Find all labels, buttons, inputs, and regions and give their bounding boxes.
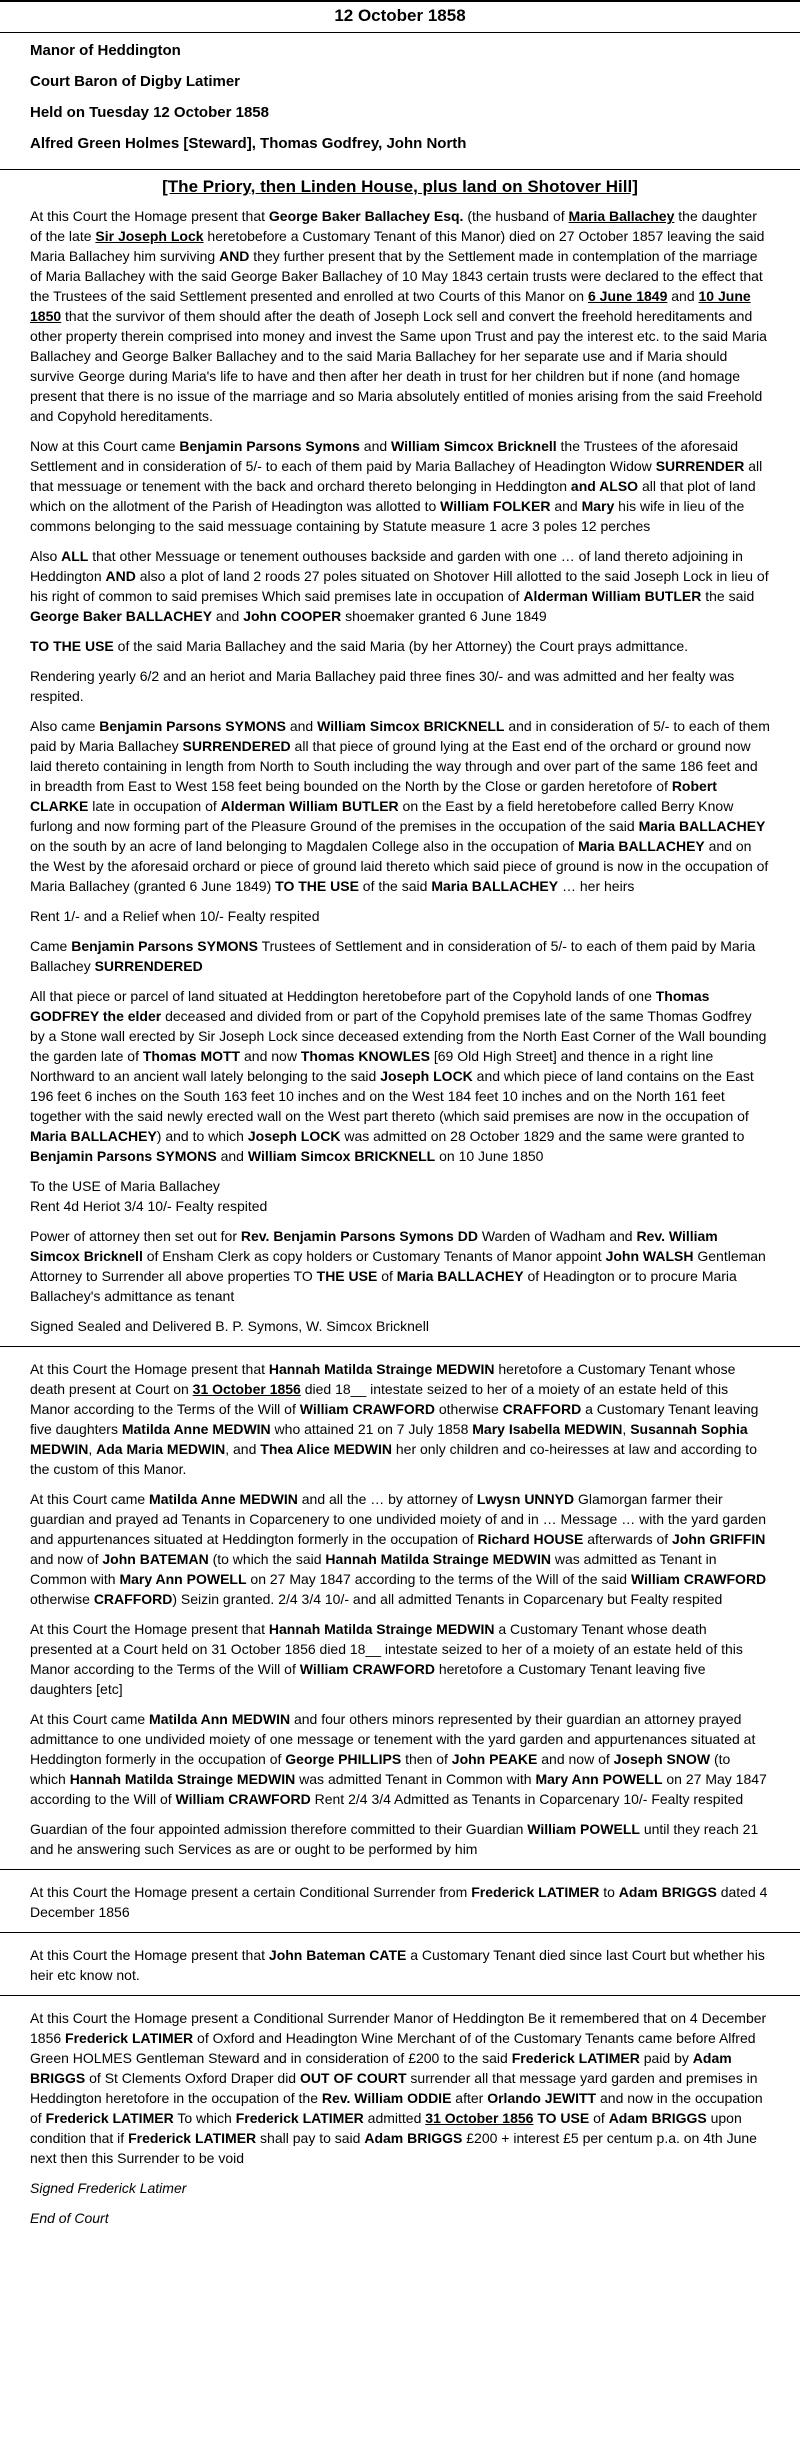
property-title-text: [The Priory, then Linden House, plus land on Shotover Hill] [162,177,638,196]
paragraph: Came Benjamin Parsons SYMONS Trustees of Settlement and in consideration of 5/- to each of them paid by Maria Ballachey SURRENDERED [30,938,756,974]
property-title [0,169,800,198]
paragraph: At this Court the Homage present that Hannah Matilda Strainge MEDWIN heretofore a Customary Tenant whose death present at Court on 31 October 1856 died 18__ intestate seized to her of a moiety of an estate held of this Manor according to the Terms of the Will of William CRAWFORD otherwise CRAFFORD a Customary Tenant leaving five daughters Matilda Anne MEDWIN who attained 21 on 7 July 1858 Mary Isabella MEDWIN, Susannah Sophia MEDWIN, Ada Maria MEDWIN, and Thea Alice MEDWIN her only children and co-heiresses at law and according to the custom of this Manor. [30,1361,759,1477]
paragraph: At this Court came Matilda Anne MEDWIN and all the … by attorney of Lwysn UNNYD Glamorgan farmer their guardian and prayed ad Tenants in Coparcenery to one undivided moiety of and in … Message … with the yard garden and appurtenances situated at Heddington formerly in the occupation of Richard HOUSE afterwards of John GRIFFIN and now of John BATEMAN (to which the said Hannah Matilda Strainge MEDWIN was admitted as Tenant in Common with Mary Ann POWELL on 27 May 1847 according to the terms of the Will of the said William CRAWFORD otherwise CRAFFORD) Seizin granted. 2/4 3/4 10/- and all admitted Tenants in Coparcenary but Fealty respited [30,1491,767,1607]
cate-section [0,1932,800,1985]
manor-name: Manor of Heddington [30,42,181,59]
paragraph: At this Court the Homage present a certain Conditional Surrender from Frederick LATIMER to Adam BRIGGS dated 4 December 1856 [30,1884,768,1920]
paragraph: At this Court the Homage present that Hannah Matilda Strainge MEDWIN a Customary Tenant whose death presented at a Court held on 31 October 1856 died 18__ intestate seized to her of a moiety of an estate held of this Manor according to the Terms of the Will of William CRAWFORD heretofore a Customary Tenant leaving five daughters [etc] [30,1621,743,1697]
paragraph: Also came Benjamin Parsons SYMONS and William Simcox BRICKNELL and in consideration of 5/- to each of them paid by Maria Ballachey SURRENDERED all that piece of ground lying at the East end of the orchard or ground now laid thereto containing in length from North to South including the way through and over part of the same 186 feet and in breadth from East to West 158 feet being bounded on the North by the Close or garden heretofore of Robert CLARKE late in occupation of Alderman William BUTLER on the East by a field heretobefore called Berry Know furlong and now forming part of the Pleasure Ground of the premises in the occupation of the said Maria BALLACHEY on the south by an acre of land belonging to Magdalen College also in the occupation of Maria BALLACHEY and on the West by the aforesaid orchard or piece of ground laid thereto which said piece of ground is now in the occupation of Maria Ballachey (granted 6 June 1849) TO THE USE of the said Maria BALLACHEY … her heirs [30,718,770,894]
page-title: 12 October 1858 [0,0,800,32]
paragraph: TO THE USE of the said Maria Ballachey and the said Maria (by her Attorney) the Court prays admittance. [30,638,689,654]
signature: Signed Frederick Latimer [30,2180,187,2196]
end-of-court: End of Court [30,2210,109,2226]
paragraph: At this Court the Homage present that George Baker Ballachey Esq. (the husband of Maria Ballachey the daughter of the late Sir Joseph Lock heretobefore a Customary Tenant of this Manor) died on 27 October 1857 leaving the said Maria Ballachey him surviving AND they further present that by the Settlement made in contemplation of the marriage of Maria Ballachey with the said George Baker Ballachey of 10 May 1843 certain trusts were declared to the effect that the Trustees of the said Settlement presented and enrolled at two Courts of this Manor on 6 June 1849 and 10 June 1850 that the survivor of them should after the death of Joseph Lock sell and convert the freehold hereditaments and other property therein comprised into money and invest the Same upon Trust and pay the interest etc. to the said Maria Ballachey and George Balker Ballachey and to the said Maria Ballachey for her separate use and if Maria should survive George during Maria's life to have and then after her death in trust for her children but if none (and homage present that there is no issue of the marriage and so Maria absolutely entitled of monies arising from the said Freehold and Copyhold hereditaments. [30,208,767,424]
paragraph: Rendering yearly 6/2 and an heriot and Maria Ballachey paid three fines 30/- and was admitted and her fealty was respited. [30,668,735,704]
officials: Alfred Green Holmes [Steward], Thomas Godfrey, John North [30,135,467,152]
latimer-surrender-section [0,1869,800,1922]
paragraph: At this Court the Homage present a Conditional Surrender Manor of Heddington Be it remembered that on 4 December 1856 Frederick LATIMER of Oxford and Headington Wine Merchant of of the Customary Tenants came before Alfred Green HOLMES Gentleman Steward and in consideration of £200 to the said Frederick LATIMER paid by Adam BRIGGS of St Clements Oxford Draper did OUT OF COURT surrender all that message yard garden and premises in Heddington heretofore in the occupation of the Rev. William ODDIE after Orlando JEWITT and now in the occupation of Frederick LATIMER To which Frederick LATIMER admitted 31 October 1856 TO USE of Adam BRIGGS upon condition that if Frederick LATIMER shall pay to said Adam BRIGGS £200 + interest £5 per centum p.a. on 4th June next then this Surrender to be void [30,2010,767,2166]
conditional-surrender-section [0,1995,800,2228]
paragraph: Signed Sealed and Delivered B. P. Symons, W. Simcox Bricknell [30,1318,429,1334]
court-header [0,32,800,169]
paragraph: Also ALL that other Messuage or tenement outhouses backside and garden with one … of land thereto adjoining in Heddington AND also a plot of land 2 roods 27 poles situated on Shotover Hill allotted to the said Joseph Lock in lieu of his right of common to said premises Which said premises late in occupation of Alderman William BUTLER the said George Baker BALLACHEY and John COOPER shoemaker granted 6 June 1849 [30,548,769,624]
paragraph: Power of attorney then set out for Rev. Benjamin Parsons Symons DD Warden of Wadham and Rev. William Simcox Bricknell of Ensham Clerk as copy holders or Customary Tenants of Manor appoint John WALSH Gentleman Attorney to Surrender all above properties TO THE USE of Maria BALLACHEY of Headington or to procure Maria Ballachey's admittance as tenant [30,1228,766,1304]
paragraph: Guardian of the four appointed admission therefore committed to their Guardian William POWELL until they reach 21 and he answering such Services as are or ought to be performed by him [30,1821,759,1857]
court-name: Court Baron of Digby Latimer [30,73,241,90]
ballachey-section [0,206,800,1336]
paragraph: At this Court came Matilda Ann MEDWIN and four others minors represented by their guardian an attorney prayed admittance to one undivided moiety of one message or tenement with the yard garden and appurtenances situated at Heddington formerly in the occupation of George PHILLIPS then of John PEAKE and now of Joseph SNOW (to which Hannah Matilda Strainge MEDWIN was admitted Tenant in Common with Mary Ann POWELL on 27 May 1847 according to the Will of William CRAWFORD Rent 2/4 3/4 Admitted as Tenants in Coparcenary 10/- Fealty respited [30,1711,767,1807]
paragraph: To the USE of Maria Ballachey Rent 4d Heriot 3/4 10/- Fealty respited [30,1178,268,1214]
medwin-section [0,1346,800,1859]
paragraph: At this Court the Homage present that John Bateman CATE a Customary Tenant died since last Court but whether his heir etc know not. [30,1947,765,1983]
paragraph: All that piece or parcel of land situated at Heddington heretobefore part of the Copyhold lands of one Thomas GODFREY the elder deceased and divided from or part of the Copyhold premises late of the same Thomas Godfrey by a Stone wall erected by Sir Joseph Lock since deceased extending from the North East Corner of the Wall bounding the garden late of Thomas MOTT and now Thomas KNOWLES [69 Old High Street] and thence in a right line Northward to an ancient wall lately belonging to the said Joseph LOCK and which piece of land contains on the East 196 feet 6 inches on the South 163 feet 10 inches and on the West 184 feet 10 inches and on the North 161 feet together with the said newly erected wall on the West part thereto (which said premises are now in the occupation of Maria BALLACHEY) and to which Joseph LOCK was admitted on 28 October 1829 and the same were granted to Benjamin Parsons SYMONS and William Simcox BRICKNELL on 10 June 1850 [30,988,767,1164]
held-date: Held on Tuesday 12 October 1858 [30,104,269,121]
paragraph: Rent 1/- and a Relief when 10/- Fealty respited [30,908,320,924]
paragraph: Now at this Court came Benjamin Parsons Symons and William Simcox Bricknell the Trustees of the aforesaid Settlement and in consideration of 5/- to each of them paid by Maria Ballachey of Headington Widow SURRENDER all that messuage or tenement with the back and orchard thereto belonging in Heddington and ALSO all that plot of land which on the allotment of the Parish of Headington was allotted to William FOLKER and Mary his wife in lieu of the commons belonging to the said messuage containing by Statute measure 1 acre 3 poles 12 perches [30,438,763,534]
